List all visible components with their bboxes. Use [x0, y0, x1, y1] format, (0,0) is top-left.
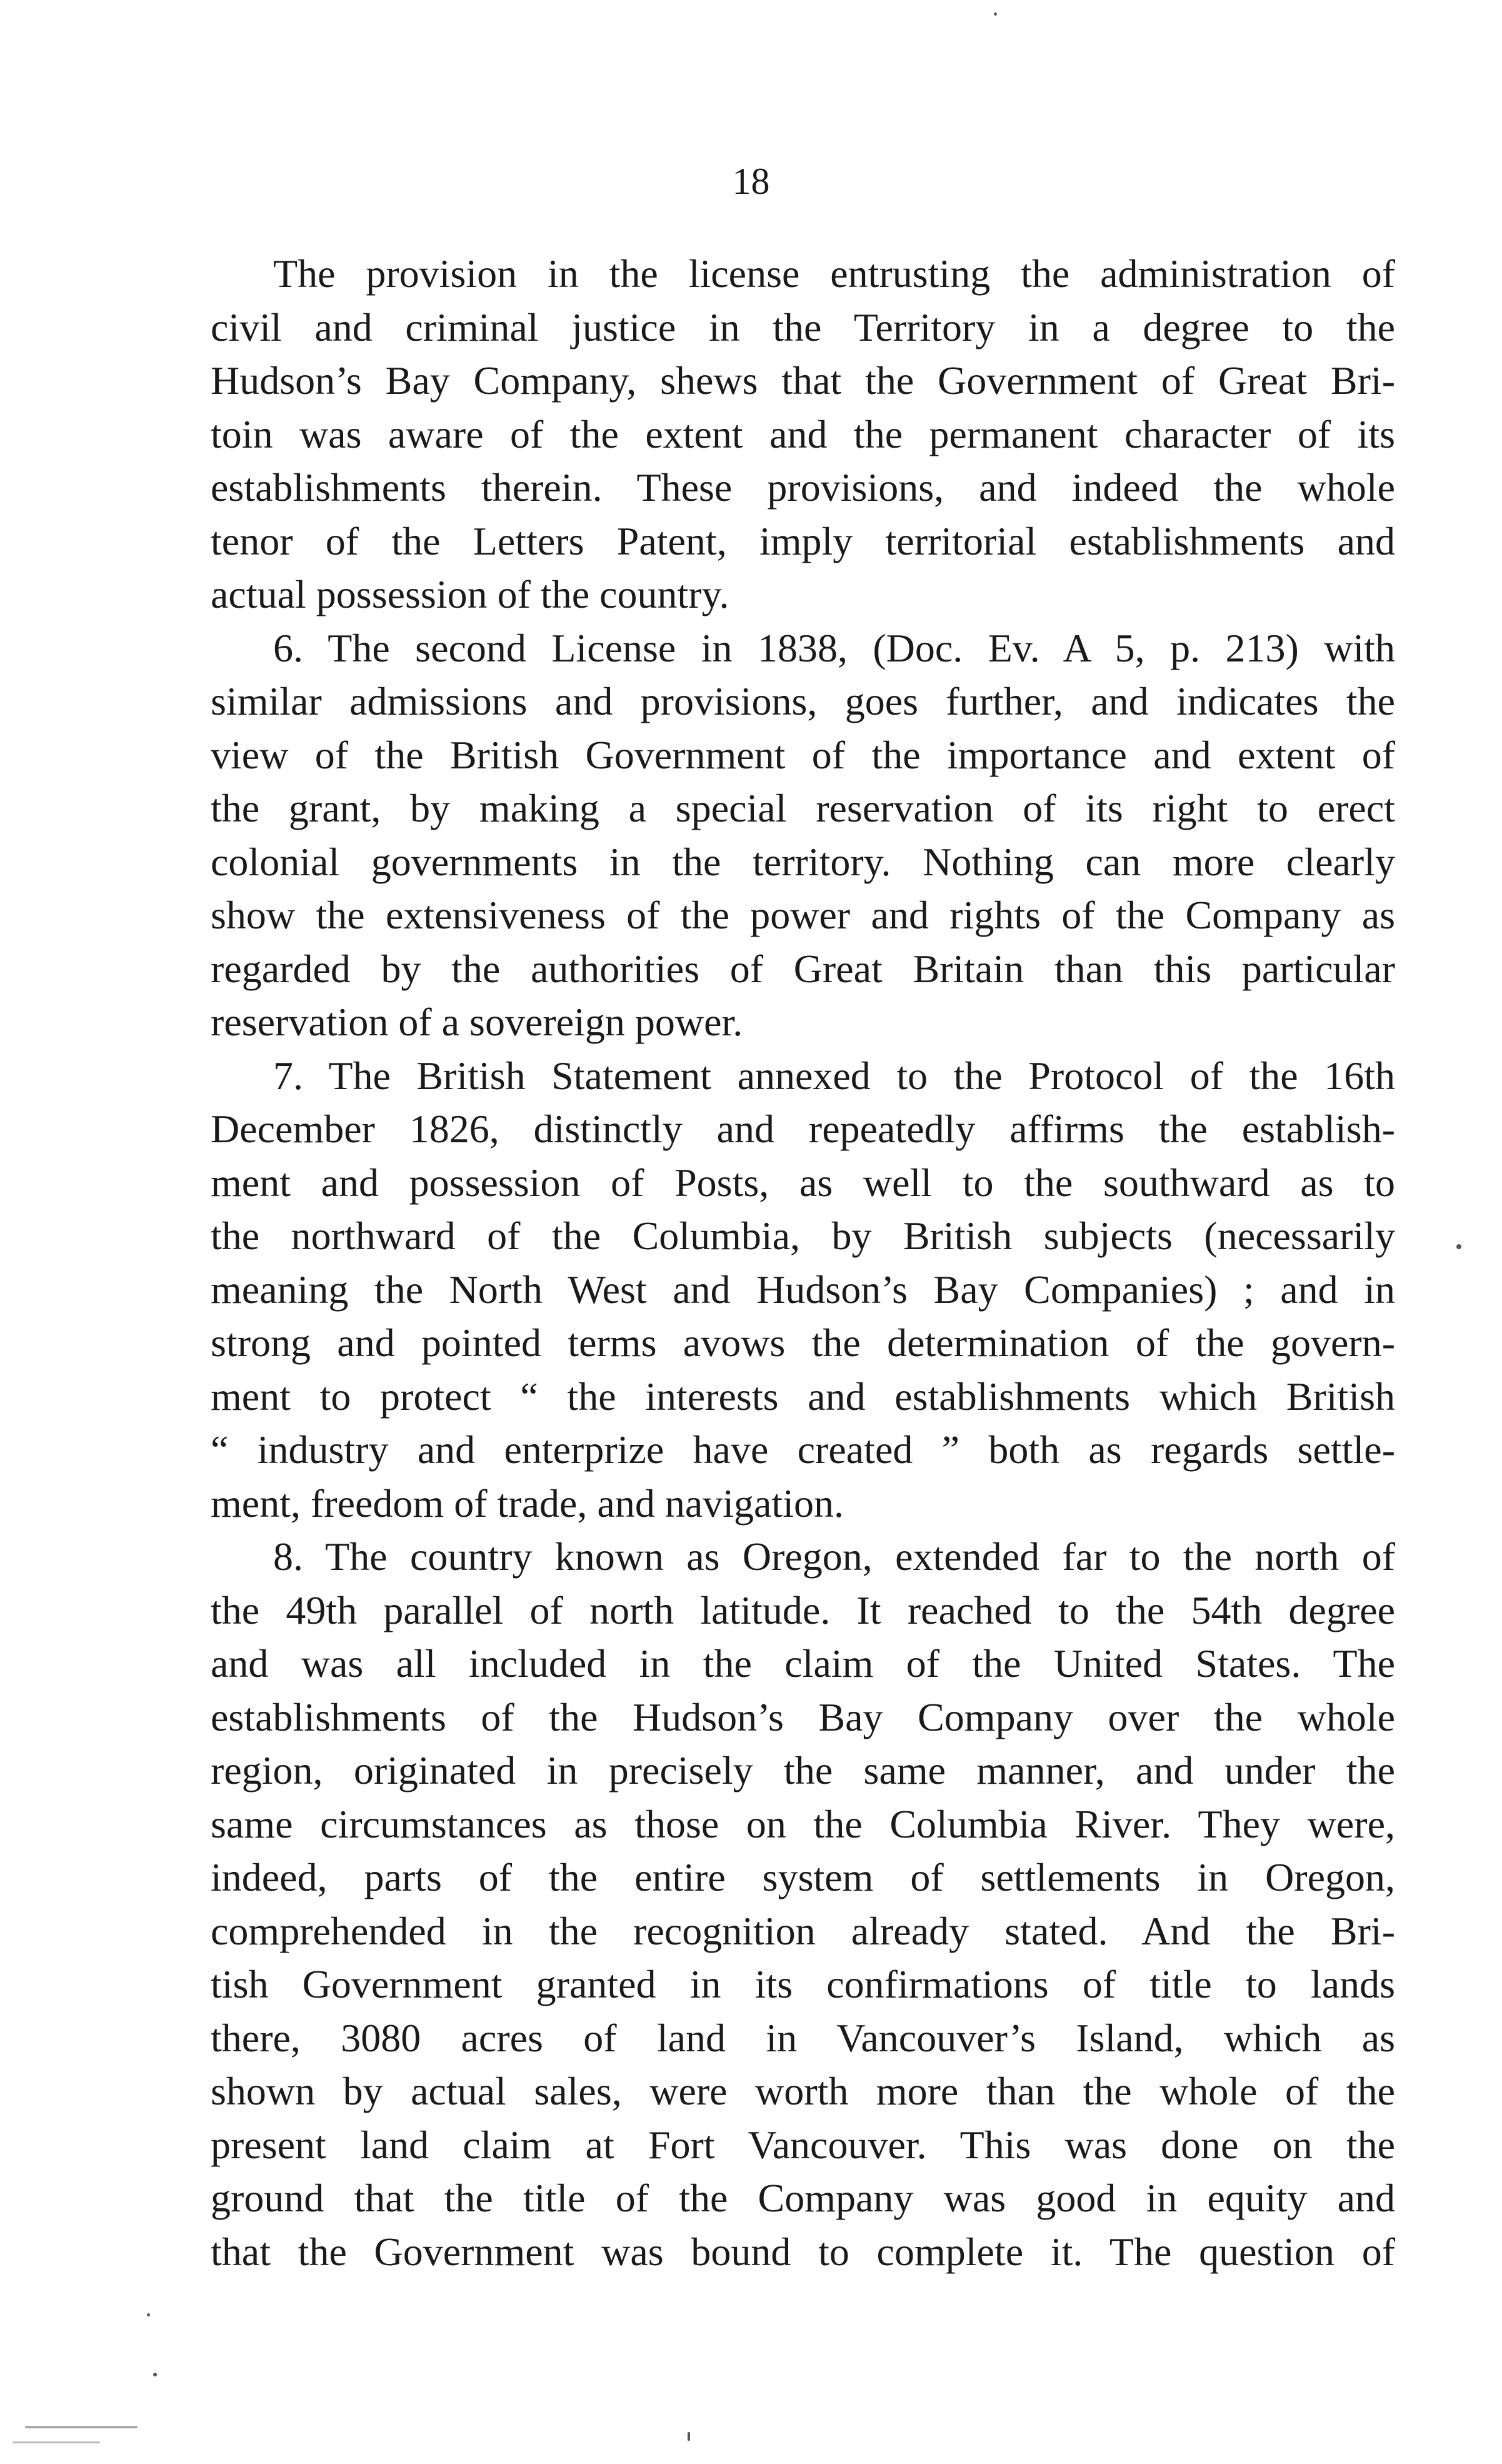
text-line: present land claim at Fort Vancouver. This was done on the: [211, 2122, 1395, 2167]
text-line: the 49th parallel of north latitude. It reached to the 54th degree: [211, 1587, 1395, 1632]
scan-speck: [13, 2441, 100, 2443]
text-line: toin was aware of the extent and the permanent character of its: [211, 411, 1395, 456]
scan-speck: [147, 2313, 150, 2316]
body-text: [211, 247, 1395, 2278]
text-line: view of the British Government of the importance and extent of: [211, 732, 1395, 777]
text-line: civil and criminal justice in the Territory in a degree to the: [211, 304, 1395, 349]
text-line: similar admissions and provisions, goes further, and indicates the: [211, 679, 1395, 723]
text-line: shown by actual sales, were worth more than the whole of the: [211, 2069, 1395, 2113]
text-line: December 1826, distinctly and repeatedly affirms the establish-: [211, 1107, 1395, 1151]
text-line: strong and pointed terms avows the determination of the govern-: [211, 1320, 1395, 1365]
text-line: “ industry and enterprize have created ” both as regards settle-: [211, 1427, 1395, 1472]
text-line: tenor of the Letters Patent, imply territorial establishments and: [211, 518, 1395, 563]
scan-speck: [688, 2432, 690, 2441]
text-line: 7. The British Statement annexed to the Protocol of the 16th: [273, 1053, 1395, 1098]
text-line: meaning the North West and Hudson’s Bay Companies) ; and in: [211, 1267, 1395, 1312]
text-line: the grant, by making a special reservation of its right to erect: [211, 786, 1395, 830]
text-line: 6. The second License in 1838, (Doc. Ev. A 5, p. 213) with: [273, 625, 1395, 670]
text-line: tish Government granted in its confirmations of title to lands: [211, 1962, 1395, 2006]
scan-speck: [153, 2373, 157, 2376]
text-line: region, originated in precisely the same manner, and under the: [211, 1748, 1395, 1793]
text-line: establishments therein. These provisions, and indeed the whole: [211, 465, 1395, 510]
text-line: the northward of the Columbia, by British subjects (necessarily: [211, 1214, 1395, 1258]
scan-speck: [25, 2426, 138, 2428]
text-line: that the Government was bound to complete it. The question of: [211, 2229, 1395, 2274]
scan-speck: [1456, 1244, 1461, 1249]
text-line: establishments of the Hudson’s Bay Company over the whole: [211, 1694, 1395, 1739]
text-line: indeed, parts of the entire system of settlements in Oregon,: [211, 1855, 1395, 1899]
text-line: colonial governments in the territory. Nothing can more clearly: [211, 839, 1395, 884]
text-line: and was all included in the claim of the United States. The: [211, 1641, 1395, 1686]
text-line: ground that the title of the Company was good in equity and: [211, 2176, 1395, 2220]
page-number: 18: [732, 161, 770, 202]
text-line: regarded by the authorities of Great Britain than this particular: [211, 946, 1395, 991]
text-line: reservation of a sovereign power.: [211, 1000, 743, 1044]
text-line: ment and possession of Posts, as well to the southward as to: [211, 1160, 1395, 1205]
text-line: The provision in the license entrusting the administration of: [273, 251, 1395, 296]
text-line: ment to protect “ the interests and establishments which British: [211, 1374, 1395, 1419]
text-line: same circumstances as those on the Columbia River. They were,: [211, 1801, 1395, 1846]
text-line: 8. The country known as Oregon, extended far to the north of: [273, 1534, 1395, 1579]
text-line: Hudson’s Bay Company, shews that the Government of Great Bri-: [211, 358, 1395, 403]
scan-speck: [994, 13, 997, 16]
text-line: there, 3080 acres of land in Vancouver’s Island, which as: [211, 2015, 1395, 2060]
text-line: show the extensiveness of the power and rights of the Company as: [211, 893, 1395, 937]
text-line: comprehended in the recognition already stated. And the Bri-: [211, 1908, 1395, 1953]
text-line: actual possession of the country.: [211, 572, 729, 616]
text-line: ment, freedom of trade, and navigation.: [211, 1481, 844, 1526]
